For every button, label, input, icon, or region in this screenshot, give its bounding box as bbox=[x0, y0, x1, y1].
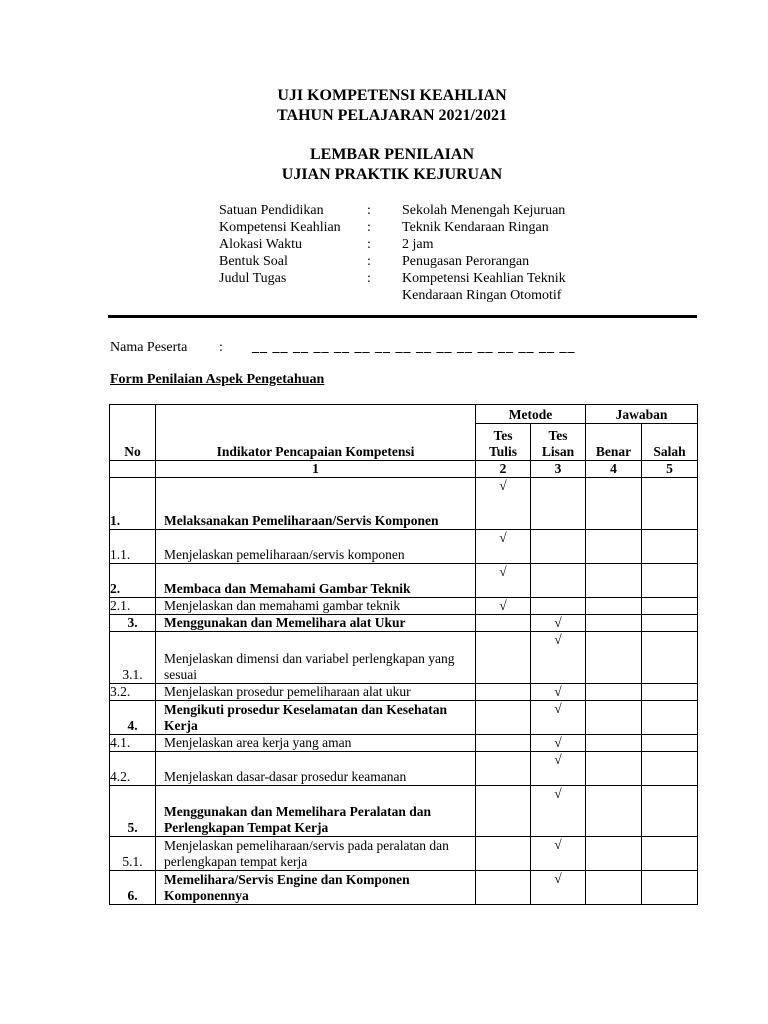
written-test-check-mark: √ bbox=[476, 530, 531, 564]
written-test-cell bbox=[476, 615, 531, 632]
participant-name-blank[interactable]: __ __ __ __ __ __ __ __ __ __ __ __ __ __ __ __ bbox=[252, 340, 576, 355]
row-indicator: Mengikuti prosedur Keselamatan dan Kesehatan Kerja bbox=[156, 701, 476, 735]
competency-row bbox=[110, 837, 698, 871]
written-test-cell bbox=[476, 701, 531, 735]
row-number: 6. bbox=[110, 871, 156, 905]
oral-test-line-1: Tes bbox=[548, 428, 568, 443]
row-number: 5.1. bbox=[110, 837, 156, 871]
column-number-cell: 2 bbox=[476, 461, 531, 478]
row-number: 1.1. bbox=[110, 530, 156, 564]
title-line-2: TAHUN PELAJARAN 2021/2021 bbox=[277, 107, 507, 124]
oral-test-check-mark: √ bbox=[531, 735, 586, 752]
written-test-check-mark: √ bbox=[476, 598, 531, 615]
oral-test-cell bbox=[531, 530, 586, 564]
correct-answer-cell[interactable] bbox=[586, 786, 642, 837]
row-number: 4.1. bbox=[110, 735, 156, 752]
wrong-answer-cell[interactable] bbox=[642, 632, 698, 684]
wrong-answer-cell[interactable] bbox=[642, 837, 698, 871]
info-colon: : bbox=[367, 271, 371, 286]
wrong-answer-cell[interactable] bbox=[642, 701, 698, 735]
row-indicator: Memelihara/Servis Engine dan Komponen Komponennya bbox=[156, 871, 476, 905]
correct-answer-cell[interactable] bbox=[586, 752, 642, 786]
participant-label: Nama Peserta bbox=[110, 340, 188, 355]
correct-answer-cell[interactable] bbox=[586, 615, 642, 632]
info-colon: : bbox=[367, 203, 371, 218]
info-label: Bentuk Soal bbox=[219, 254, 288, 269]
written-test-cell bbox=[476, 752, 531, 786]
col-header-no: No bbox=[110, 405, 156, 461]
oral-test-cell bbox=[531, 564, 586, 598]
row-indicator: Membaca dan Memahami Gambar Teknik bbox=[156, 564, 476, 598]
oral-test-check-mark: √ bbox=[531, 632, 586, 684]
correct-answer-cell[interactable] bbox=[586, 735, 642, 752]
row-number: 3. bbox=[110, 615, 156, 632]
col-header-correct: Benar bbox=[586, 424, 642, 461]
title-line-4: UJIAN PRAKTIK KEJURUAN bbox=[281, 166, 503, 183]
oral-test-cell bbox=[531, 478, 586, 530]
row-number: 5. bbox=[110, 786, 156, 837]
row-indicator: Menjelaskan dan memahami gambar teknik bbox=[156, 598, 476, 615]
participant-colon: : bbox=[219, 340, 223, 355]
competency-row bbox=[110, 684, 698, 701]
oral-test-check-mark: √ bbox=[531, 837, 586, 871]
written-test-cell bbox=[476, 684, 531, 701]
oral-test-check-mark: √ bbox=[531, 752, 586, 786]
correct-answer-cell[interactable] bbox=[586, 837, 642, 871]
oral-test-check-mark: √ bbox=[531, 615, 586, 632]
col-header-indicator: Indikator Pencapaian Kompetensi bbox=[156, 405, 476, 461]
wrong-answer-cell[interactable] bbox=[642, 684, 698, 701]
row-number: 3.1. bbox=[110, 632, 156, 684]
col-header-written-test bbox=[476, 424, 531, 461]
header-row bbox=[110, 405, 698, 424]
correct-answer-cell[interactable] bbox=[586, 530, 642, 564]
oral-test-line-2: Lisan bbox=[541, 444, 575, 459]
title-line-3: LEMBAR PENILAIAN bbox=[309, 146, 474, 163]
wrong-answer-cell[interactable] bbox=[642, 564, 698, 598]
wrong-answer-cell[interactable] bbox=[642, 478, 698, 530]
row-indicator: Melaksanakan Pemeliharaan/Servis Komponen bbox=[156, 478, 476, 530]
row-number: 4. bbox=[110, 701, 156, 735]
info-label: Kompetensi Keahlian bbox=[219, 220, 341, 235]
row-number: 1. bbox=[110, 478, 156, 530]
competency-row bbox=[110, 530, 698, 564]
header-divider bbox=[108, 315, 697, 318]
column-number-cell bbox=[110, 461, 156, 478]
competency-row bbox=[110, 478, 698, 530]
row-number: 3.2. bbox=[110, 684, 156, 701]
written-test-line-1: Tes bbox=[493, 428, 513, 443]
row-indicator: Menggunakan dan Memelihara Peralatan dan Perlengkapan Tempat Kerja bbox=[156, 786, 476, 837]
written-test-cell bbox=[476, 735, 531, 752]
competency-row bbox=[110, 632, 698, 684]
column-number-cell: 5 bbox=[642, 461, 698, 478]
written-test-cell bbox=[476, 786, 531, 837]
row-indicator: Menjelaskan dimensi dan variabel perlengkapan yang sesuai bbox=[156, 632, 476, 684]
correct-answer-cell[interactable] bbox=[586, 871, 642, 905]
row-indicator: Menjelaskan dasar-dasar prosedur keamanan bbox=[156, 752, 476, 786]
row-number: 4.2. bbox=[110, 752, 156, 786]
competency-row bbox=[110, 752, 698, 786]
written-test-check-mark: √ bbox=[476, 478, 531, 530]
correct-answer-cell[interactable] bbox=[586, 684, 642, 701]
oral-test-check-mark: √ bbox=[531, 701, 586, 735]
oral-test-check-mark: √ bbox=[531, 684, 586, 701]
row-indicator: Menjelaskan prosedur pemeliharaan alat ukur bbox=[156, 684, 476, 701]
written-test-check-mark: √ bbox=[476, 564, 531, 598]
form-title: Form Penilaian Aspek Pengetahuan bbox=[110, 372, 325, 387]
column-number-cell: 1 bbox=[156, 461, 476, 478]
wrong-answer-cell[interactable] bbox=[642, 871, 698, 905]
competency-row bbox=[110, 786, 698, 837]
oral-test-check-mark: √ bbox=[531, 786, 586, 837]
wrong-answer-cell[interactable] bbox=[642, 615, 698, 632]
correct-answer-cell[interactable] bbox=[586, 564, 642, 598]
correct-answer-cell[interactable] bbox=[586, 701, 642, 735]
info-value: Teknik Kendaraan Ringan bbox=[402, 220, 549, 235]
row-indicator: Menjelaskan pemeliharaan/servis pada peralatan dan perlengkapan tempat kerja bbox=[156, 837, 476, 871]
wrong-answer-cell[interactable] bbox=[642, 786, 698, 837]
info-label: Alokasi Waktu bbox=[219, 237, 302, 252]
row-indicator: Menjelaskan area kerja yang aman bbox=[156, 735, 476, 752]
competency-row bbox=[110, 735, 698, 752]
written-test-cell bbox=[476, 837, 531, 871]
row-number: 2. bbox=[110, 564, 156, 598]
info-colon: : bbox=[367, 254, 371, 269]
assessment-table bbox=[109, 404, 698, 905]
wrong-answer-cell[interactable] bbox=[642, 530, 698, 564]
info-colon: : bbox=[367, 220, 371, 235]
col-header-oral-test bbox=[531, 424, 586, 461]
participant-name-line bbox=[110, 340, 576, 356]
oral-test-cell bbox=[531, 598, 586, 615]
correct-answer-cell[interactable] bbox=[586, 632, 642, 684]
row-indicator: Menggunakan dan Memelihara alat Ukur bbox=[156, 615, 476, 632]
competency-row bbox=[110, 598, 698, 615]
correct-answer-cell[interactable] bbox=[586, 478, 642, 530]
col-header-method: Metode bbox=[476, 405, 586, 424]
written-test-cell bbox=[476, 632, 531, 684]
written-test-cell bbox=[476, 871, 531, 905]
info-label: Judul Tugas bbox=[219, 271, 287, 286]
competency-row bbox=[110, 871, 698, 905]
info-colon: : bbox=[367, 237, 371, 252]
column-number-cell: 3 bbox=[531, 461, 586, 478]
competency-row bbox=[110, 615, 698, 632]
competency-row bbox=[110, 564, 698, 598]
col-header-answer: Jawaban bbox=[586, 405, 698, 424]
row-indicator: Menjelaskan pemeliharaan/servis komponen bbox=[156, 530, 476, 564]
wrong-answer-cell[interactable] bbox=[642, 735, 698, 752]
column-number-cell: 4 bbox=[586, 461, 642, 478]
competency-row bbox=[110, 701, 698, 735]
info-value: Sekolah Menengah Kejuruan bbox=[402, 203, 566, 218]
column-number-row bbox=[110, 461, 698, 478]
info-value: 2 jam bbox=[402, 237, 434, 252]
info-value: Kompetensi Keahlian Teknik bbox=[402, 271, 566, 286]
info-label: Satuan Pendidikan bbox=[219, 203, 324, 218]
correct-answer-cell[interactable] bbox=[586, 598, 642, 615]
written-test-line-2: Tulis bbox=[488, 444, 518, 459]
oral-test-check-mark: √ bbox=[531, 871, 586, 905]
col-header-wrong: Salah bbox=[642, 424, 698, 461]
wrong-answer-cell[interactable] bbox=[642, 752, 698, 786]
row-number: 2.1. bbox=[110, 598, 156, 615]
title-line-1: UJI KOMPETENSI KEAHLIAN bbox=[277, 87, 507, 104]
info-value: Penugasan Perorangan bbox=[402, 254, 530, 269]
wrong-answer-cell[interactable] bbox=[642, 598, 698, 615]
info-task-continuation: Kendaraan Ringan Otomotif bbox=[402, 288, 562, 303]
